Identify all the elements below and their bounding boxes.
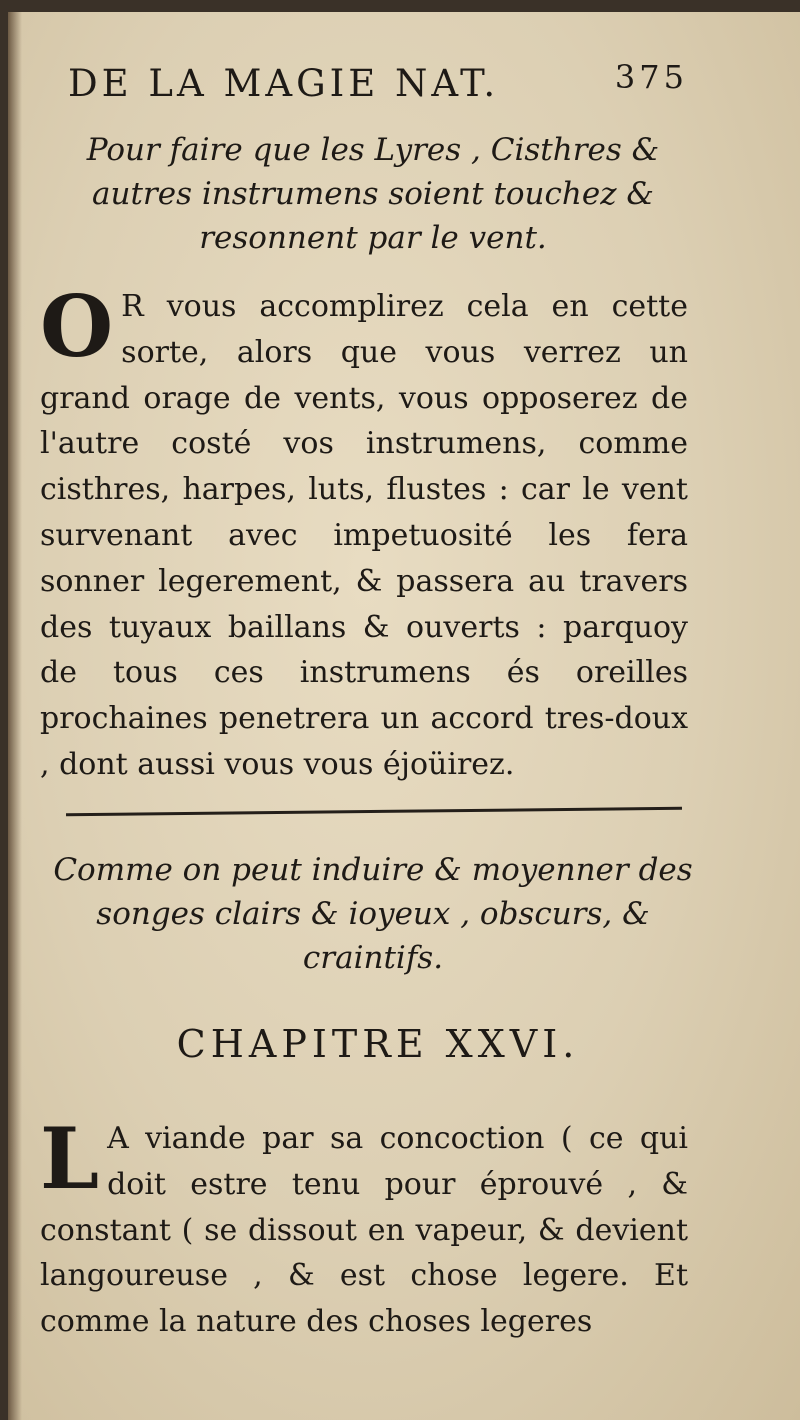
section-title-1: Pour faire que les Lyres , Cisthres & autres instrumens soient touchez & resonnent par le vent.: [86, 132, 660, 256]
page-header: [68, 52, 688, 112]
section-body-1: [40, 277, 688, 784]
page-binding-shadow: [8, 12, 22, 1420]
drop-cap-1: O: [40, 277, 114, 376]
drop-cap-2: L: [40, 1109, 100, 1208]
body-text-2: A viande par sa concoction ( ce qui doit estre tenu pour éprouvé , & constant ( se dissout en vapeur, & devient langoureuse , & est chose legere. Et comme la nature des choses legeres: [40, 1121, 688, 1340]
page-number: 375: [614, 58, 688, 96]
body-text-1: R vous accomplirez cela en cette sorte, alors que vous verrez un grand orage de vents, vous opposerez de l'autre costé vos instrumens, comme cisthres, harpes, luts, flustes : car le vent survenant avec impetuosité les fera sonner legerement, & passera au travers des tuyaux baillans & ouverts : parquoy de tous ces instrumens és oreilles prochaines penetrera un accord tres-doux , dont aussi vous vous éjoüirez.: [40, 289, 688, 782]
running-title: DE LA MAGIE NAT.: [68, 62, 500, 105]
section-title-2: Comme on peut induire & moyenner des songes clairs & ioyeux , obscurs, & craintifs.: [53, 852, 693, 976]
section-body-2: [40, 1109, 688, 1366]
book-page: [8, 12, 800, 1420]
chapter-heading: CHAPITRE XXVI.: [176, 1022, 580, 1066]
section-divider: [66, 807, 682, 816]
